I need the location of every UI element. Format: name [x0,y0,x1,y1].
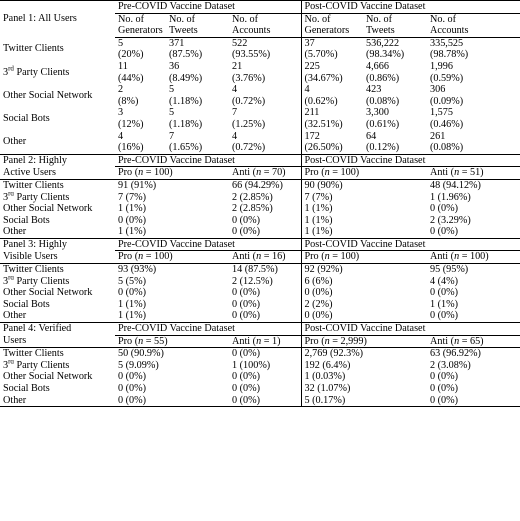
table-cell: 0 (0%) [232,383,261,394]
table-cell: 6 (6%) [301,276,427,288]
table-cell: 0 (0%) [232,298,261,310]
table-cell: 306 (0.09%) [430,84,464,107]
table-cell: 0 (0%) [232,371,261,383]
table-cell: 423 (0.08%) [366,84,400,107]
table-cell: 1 (100%) [232,359,271,371]
table-cell: 66 (94.29%) [232,179,283,191]
table-row [0,360,520,372]
table-cell: 4,666 (0.86%) [366,60,400,84]
table-cell: 211 (32.51%) [301,107,363,130]
table-cell: 0 (0%) [232,214,261,226]
table-cell: 1 (1%) [301,203,427,215]
panel4-sub-headers [0,335,520,348]
panel2-header-row [0,154,520,167]
row-label: Twitter Clients [3,43,64,55]
table-cell: 1 (1%) [118,203,147,215]
table-cell: 522 (93.55%) [232,37,271,61]
sub-header: Anti (n = 70) [229,167,301,180]
table-row [0,371,520,383]
table-cell: 91 (91%) [118,179,157,191]
row-label: 3rd Party Clients [3,191,70,203]
row-label: Other [0,395,115,407]
table-cell: 0 (0%) [115,395,229,407]
sub-header: Pro (n = 2,999) [301,335,427,348]
table-cell: 0 (0%) [229,395,301,407]
table-cell: 2 (3.08%) [430,359,471,371]
panel4-pre-title: Pre-COVID Vaccine Dataset [115,323,301,336]
table-cell: 14 (87.5%) [232,264,278,276]
table-cell: 371 (87.5%) [169,37,203,61]
table-cell: 21 (3.76%) [232,60,266,84]
table-cell: 50 (90.9%) [118,348,164,360]
panel3-sub-headers [0,251,520,264]
panel1-title: Panel 1: All Users [0,1,115,38]
table-row [0,203,520,215]
table-cell: 1 (1%) [301,226,427,238]
table-row [0,226,520,238]
col-header: No. of Generators [115,13,166,37]
table-cell: 3,300 (0.61%) [366,107,400,130]
col-header: No. of Accounts [427,13,520,37]
panel4-title-line2: Users [0,335,115,348]
table-cell: 7 (7%) [118,191,147,203]
table-row [0,310,520,322]
table-row [0,287,520,299]
row-label: Other [0,131,115,155]
table-cell: 4 (4%) [430,275,459,287]
table-cell: 5 (0.17%) [301,395,427,407]
table-cell: 7 (1.25%) [232,107,266,130]
row-label: Social Bots [3,383,50,394]
table-cell: 225 (34.67%) [301,61,363,84]
table-cell: 3 (12%) [118,107,144,130]
table-row [0,383,520,395]
table-cell: 4 (16%) [115,131,166,155]
row-label: Twitter Clients [3,264,64,276]
table-row [0,192,520,204]
table-row [0,264,520,276]
table-cell: 0 (0%) [229,226,301,238]
table-cell: 48 (94.12%) [430,179,481,191]
panel4-header-row [0,323,520,336]
table-cell: 2 (2.85%) [232,203,273,215]
table-cell: 5 (9.09%) [118,359,159,371]
table-cell: 93 (93%) [118,264,157,276]
table-cell: 5 (1.18%) [169,107,203,130]
sub-header: Pro (n = 100) [301,251,427,264]
table-cell: 63 (96.92%) [430,348,481,360]
panel3-title-line1: Panel 3: Highly [0,238,115,251]
panel2-post-title: Post-COVID Vaccine Dataset [301,154,520,167]
panel4-title-line1: Panel 4: Verified [0,323,115,336]
table-cell: 2 (2.85%) [232,191,273,203]
table-cell: 192 (6.4%) [301,360,427,372]
table-cell: 0 (0%) [301,287,427,299]
row-label: Other Social Network [3,371,93,383]
table-cell: 261 (0.08%) [427,131,520,155]
col-header: No. of Accounts [229,13,301,37]
sub-header: Anti (n = 51) [427,167,520,180]
row-label: 3rd Party Clients [3,359,70,371]
table-cell: 0 (0%) [118,383,147,394]
panel1-pre-title: Pre-COVID Vaccine Dataset [115,1,301,14]
table-cell: 0 (0%) [118,214,147,226]
table-cell: 32 (1.07%) [301,383,427,395]
table-cell: 95 (95%) [430,264,469,276]
table-row [0,299,520,311]
panel3-header-row [0,238,520,251]
panel2-sub-headers [0,167,520,180]
panel2-pre-title: Pre-COVID Vaccine Dataset [115,154,301,167]
panel3-title-line2: Visible Users [0,251,115,264]
table-row [0,61,520,84]
row-label: Social Bots [3,214,50,226]
row-label: Social Bots [3,298,50,310]
table-cell: 1 (1%) [115,310,229,322]
table-cell: 0 (0%) [118,371,147,383]
table-cell: 0 (0%) [232,348,261,360]
table-cell: 335,525 (98.78%) [430,37,469,61]
table-cell: 1,575 (0.46%) [430,107,464,130]
row-label: 3rd Party Clients [3,275,70,287]
row-label: Other [0,310,115,322]
col-header: No. of Generators [301,13,363,37]
table-cell: 4 (0.72%) [232,84,266,107]
sub-header: Pro (n = 100) [115,251,229,264]
panel2-title-line1: Panel 2: Highly [0,154,115,167]
table-cell: 4 (0.72%) [229,131,301,155]
panel4-post-title: Post-COVID Vaccine Dataset [301,323,520,336]
table-cell: 536,222 (98.34%) [366,37,405,61]
table-cell: 64 (0.12%) [363,131,427,155]
table-row [0,107,520,130]
panel1-header-row [0,1,520,14]
row-label: Other Social Network [3,89,93,101]
panel3-post-title: Post-COVID Vaccine Dataset [301,238,520,251]
table-cell: 0 (0%) [427,395,520,407]
table-cell: 0 (0%) [430,287,459,299]
table-cell: 4 (0.62%) [301,84,363,107]
table-cell: 0 (0%) [232,287,261,299]
table-cell: 2,769 (92.3%) [301,348,427,360]
panel2-body [0,179,520,238]
table-row [0,179,520,191]
table-cell: 2 (8%) [118,84,139,107]
table-cell: 2 (3.29%) [430,214,471,226]
table-row [0,84,520,107]
sub-header: Anti (n = 16) [229,251,301,264]
panel2-title-line2: Active Users [0,167,115,180]
table-cell: 0 (0%) [118,287,147,299]
table-cell: 1 (1%) [301,215,427,227]
table-cell: 1 (0.03%) [301,371,427,383]
table-cell: 7 (7%) [301,192,427,204]
sub-header: Pro (n = 100) [115,167,229,180]
table-cell: 7 (1.65%) [166,131,229,155]
table-cell: 5 (20%) [118,37,144,61]
row-label: Other Social Network [3,287,93,299]
row-label: Twitter Clients [3,179,64,191]
panel3-body [0,264,520,323]
table-cell: 1 (1%) [118,298,147,310]
row-label: Twitter Clients [3,348,64,360]
sub-header: Anti (n = 1) [229,335,301,348]
row-label: Social Bots [3,113,50,125]
sub-header: Pro (n = 100) [301,167,427,180]
table-row [0,348,520,360]
table-cell: 36 (8.49%) [169,60,203,84]
panel4-body [0,348,520,407]
table-cell: 92 (92%) [301,264,427,276]
row-label: Other [0,226,115,238]
col-header: No. of Tweets [363,13,427,37]
table-row [0,395,520,407]
table-cell: 0 (0%) [427,226,520,238]
table-cell: 0 (0%) [229,310,301,322]
table-cell: 37 (5.70%) [301,37,363,61]
table-cell: 2 (2%) [301,299,427,311]
col-header: No. of Tweets [166,13,229,37]
table-cell: 1 (1%) [115,226,229,238]
table-cell: 11 (44%) [118,60,144,84]
table-cell: 1,996 (0.59%) [430,60,464,84]
table-cell: 5 (1.18%) [169,84,203,107]
table-row [0,215,520,227]
table-cell: 90 (90%) [301,179,427,191]
table-row [0,131,520,155]
table-cell: 1 (1.96%) [430,191,471,203]
table-cell: 1 (1%) [430,298,459,310]
table-cell: 0 (0%) [430,203,459,215]
panel3-pre-title: Pre-COVID Vaccine Dataset [115,238,301,251]
table-row [0,276,520,288]
table-cell: 0 (0%) [301,310,427,322]
table-cell: 0 (0%) [430,383,459,394]
table-cell: 5 (5%) [118,275,147,287]
panel1-body [0,37,520,154]
table-cell: 0 (0%) [430,371,459,383]
sub-header: Pro (n = 55) [115,335,229,348]
row-label: 3rd Party Clients [3,64,70,78]
sub-header: Anti (n = 100) [427,251,520,264]
table-row [0,37,520,61]
table-cell: 172 (26.50%) [301,131,363,155]
table-cell: 2 (12.5%) [232,275,273,287]
row-label: Other Social Network [3,203,93,215]
sub-header: Anti (n = 65) [427,335,520,348]
panel1-post-title: Post-COVID Vaccine Dataset [301,1,520,14]
table-cell: 0 (0%) [427,310,520,322]
